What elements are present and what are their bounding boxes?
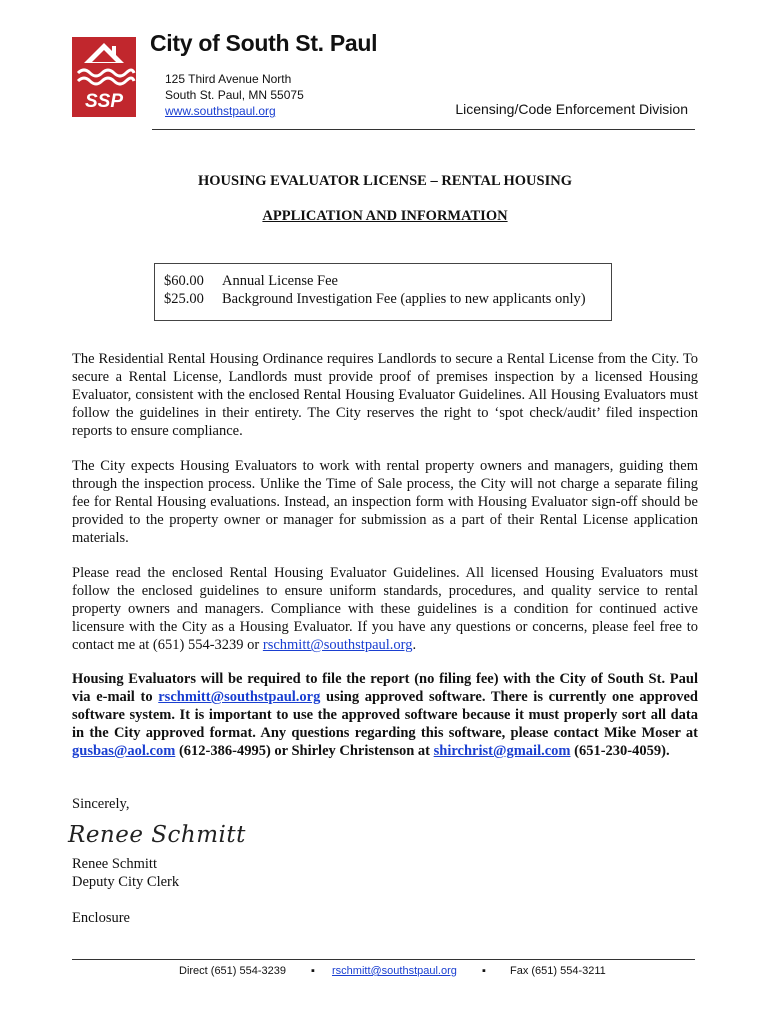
footer-separator: ▪ bbox=[311, 965, 315, 977]
paragraph-expectations: The City expects Housing Evaluators to work with rental property owners and managers, guiding them through the inspection process. Unlike the Time of Sale process, the City will not charge a separate filing fee for Rental Housing evaluations. Instead, an inspection form with Housing Evaluator sign-off should be provided to the property owner or manager for submission as a part of their Rental License application materials. bbox=[72, 458, 698, 546]
footer-phone: Direct (651) 554-3239 bbox=[179, 965, 287, 977]
paragraph-software: Housing Evaluators will be required to file the report (no filing fee) with the City of South St. Paul via e-mail to rschmitt@southstpaul.org using approved software. There is currently one approved software system. It is important to use the approved software because it must properly sort all data in the City approved format. Any questions regarding this software, please contact Mike Moser at gusbas@aol.com (612-386-4995) or Shirley Christenson at shirchrist@gmail.com (651-230-4059). bbox=[72, 671, 698, 759]
signature: Renee Schmitt bbox=[68, 822, 246, 848]
paragraph-guidelines: Please read the enclosed Rental Housing Evaluator Guidelines. All licensed Housing Evaluators must follow the enclosed guidelines to ensure uniform standards, procedures, and quality service to rental property owners and managers. Compliance with these guidelines is a condition for continued active licensure with the City as a Housing Evaluator. If you have any questions or concerns, please feel free to contact me at (651) 554-3239 or rschmitt@southstpaul.org. bbox=[72, 565, 698, 653]
fee-box bbox=[154, 263, 612, 321]
fee-row bbox=[164, 290, 611, 308]
enclosure-note: Enclosure bbox=[72, 910, 130, 926]
fee-row bbox=[164, 272, 611, 290]
address-line-2: South St. Paul, MN 55075 bbox=[165, 88, 304, 102]
closing-salutation: Sincerely, bbox=[72, 796, 130, 812]
header-divider bbox=[152, 129, 695, 130]
email-link-christenson[interactable]: shirchrist@gmail.com bbox=[433, 743, 571, 759]
fee-label: Background Investigation Fee (applies to new applicants only) bbox=[222, 291, 586, 307]
website-link[interactable]: www.southstpaul.org bbox=[165, 104, 276, 118]
org-name: City of South St. Paul bbox=[150, 30, 378, 56]
email-link[interactable]: rschmitt@southstpaul.org bbox=[158, 689, 321, 705]
logo-text: SSP bbox=[84, 91, 124, 112]
fee-amount: $60.00 bbox=[164, 273, 204, 289]
email-link[interactable]: rschmitt@southstpaul.org bbox=[262, 637, 413, 653]
document-title: HOUSING EVALUATOR LICENSE – RENTAL HOUSING bbox=[197, 173, 572, 189]
footer-email-link[interactable]: rschmitt@southstpaul.org bbox=[332, 965, 457, 977]
fee-amount: $25.00 bbox=[164, 291, 204, 307]
footer-divider bbox=[72, 959, 695, 960]
document-subtitle: APPLICATION AND INFORMATION bbox=[262, 208, 508, 224]
paragraph-ordinance: The Residential Rental Housing Ordinance requires Landlords to secure a Rental License from the City. To secure a Rental License, Landlords must provide proof of premises inspection by a licensed Housing Evaluator, consistent with the enclosed Rental Housing Evaluator Guidelines. All Housing Evaluators must follow the guidelines in their entirety. The City reserves the right to ‘spot check/audit’ filed inspection reports to ensure compliance. bbox=[72, 351, 698, 439]
signer-name: Renee Schmitt bbox=[72, 856, 157, 872]
division-name: Licensing/Code Enforcement Division bbox=[455, 101, 688, 117]
email-link-moser[interactable]: gusbas@aol.com bbox=[72, 743, 176, 759]
signer-title: Deputy City Clerk bbox=[72, 874, 180, 890]
footer-fax: Fax (651) 554-3211 bbox=[510, 965, 606, 977]
footer-separator: ▪ bbox=[482, 965, 486, 977]
fee-label: Annual License Fee bbox=[222, 273, 338, 289]
city-logo bbox=[72, 37, 136, 117]
address-line-1: 125 Third Avenue North bbox=[165, 72, 292, 86]
